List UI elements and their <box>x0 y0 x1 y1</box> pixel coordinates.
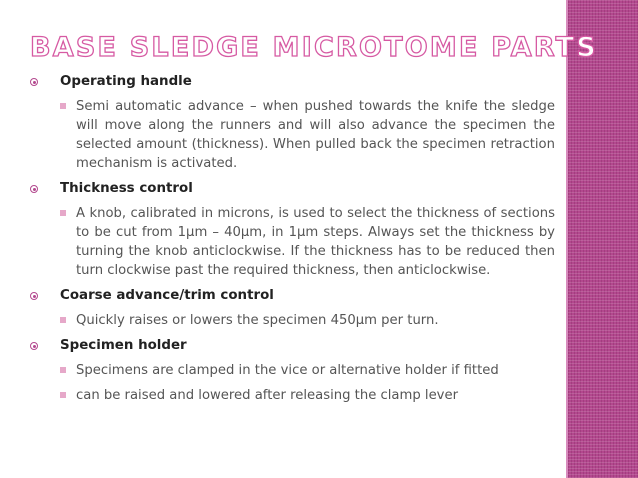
section-heading <box>30 72 555 91</box>
section-item-text: A knob, calibrated in microns, is used to select the thickness of sections to be cut from 1µm – 40µm, in 1µm steps. Always set the thickness by turning the knob anticlockwise. If the thickness has to be reduced then turn clockwise past the required thickness, then anticlockwise. <box>76 206 555 278</box>
square-bullet-icon <box>60 317 66 323</box>
circle-bullet-icon <box>30 185 38 193</box>
section-heading-text: Coarse advance/trim control <box>60 288 274 303</box>
section-heading-text: Specimen holder <box>60 338 187 353</box>
section-item <box>30 311 555 330</box>
section-specimen-holder <box>30 336 555 405</box>
section-heading-text: Thickness control <box>60 181 193 196</box>
section-item-text: can be raised and lowered after releasing the clamp lever <box>76 388 459 403</box>
section-item <box>30 97 555 173</box>
section-item-text: Specimens are clamped in the vice or alternative holder if fitted <box>76 363 499 378</box>
square-bullet-icon <box>60 210 66 216</box>
section-heading <box>30 336 555 355</box>
decorative-side-bar <box>568 0 638 478</box>
section-heading-text: Operating handle <box>60 74 192 89</box>
section-item <box>30 204 555 280</box>
section-heading <box>30 179 555 198</box>
slide-content <box>30 72 555 411</box>
section-item-text: Semi automatic advance – when pushed towards the knife the sledge will move along the runners and will also advance the specimen the selected amount (thickness). When pulled back the specimen retraction mechanism is activated. <box>76 99 555 171</box>
square-bullet-icon <box>60 392 66 398</box>
circle-bullet-icon <box>30 342 38 350</box>
section-operating-handle <box>30 72 555 173</box>
circle-bullet-icon <box>30 292 38 300</box>
section-item <box>30 361 555 380</box>
section-item-text: Quickly raises or lowers the specimen 450µm per turn. <box>76 313 439 328</box>
section-heading <box>30 286 555 305</box>
square-bullet-icon <box>60 367 66 373</box>
circle-bullet-icon <box>30 78 38 86</box>
section-item <box>30 386 555 405</box>
square-bullet-icon <box>60 103 66 109</box>
section-coarse-advance <box>30 286 555 330</box>
slide-title: BASE SLEDGE MICROTOME PARTS <box>30 32 598 63</box>
section-thickness-control <box>30 179 555 280</box>
